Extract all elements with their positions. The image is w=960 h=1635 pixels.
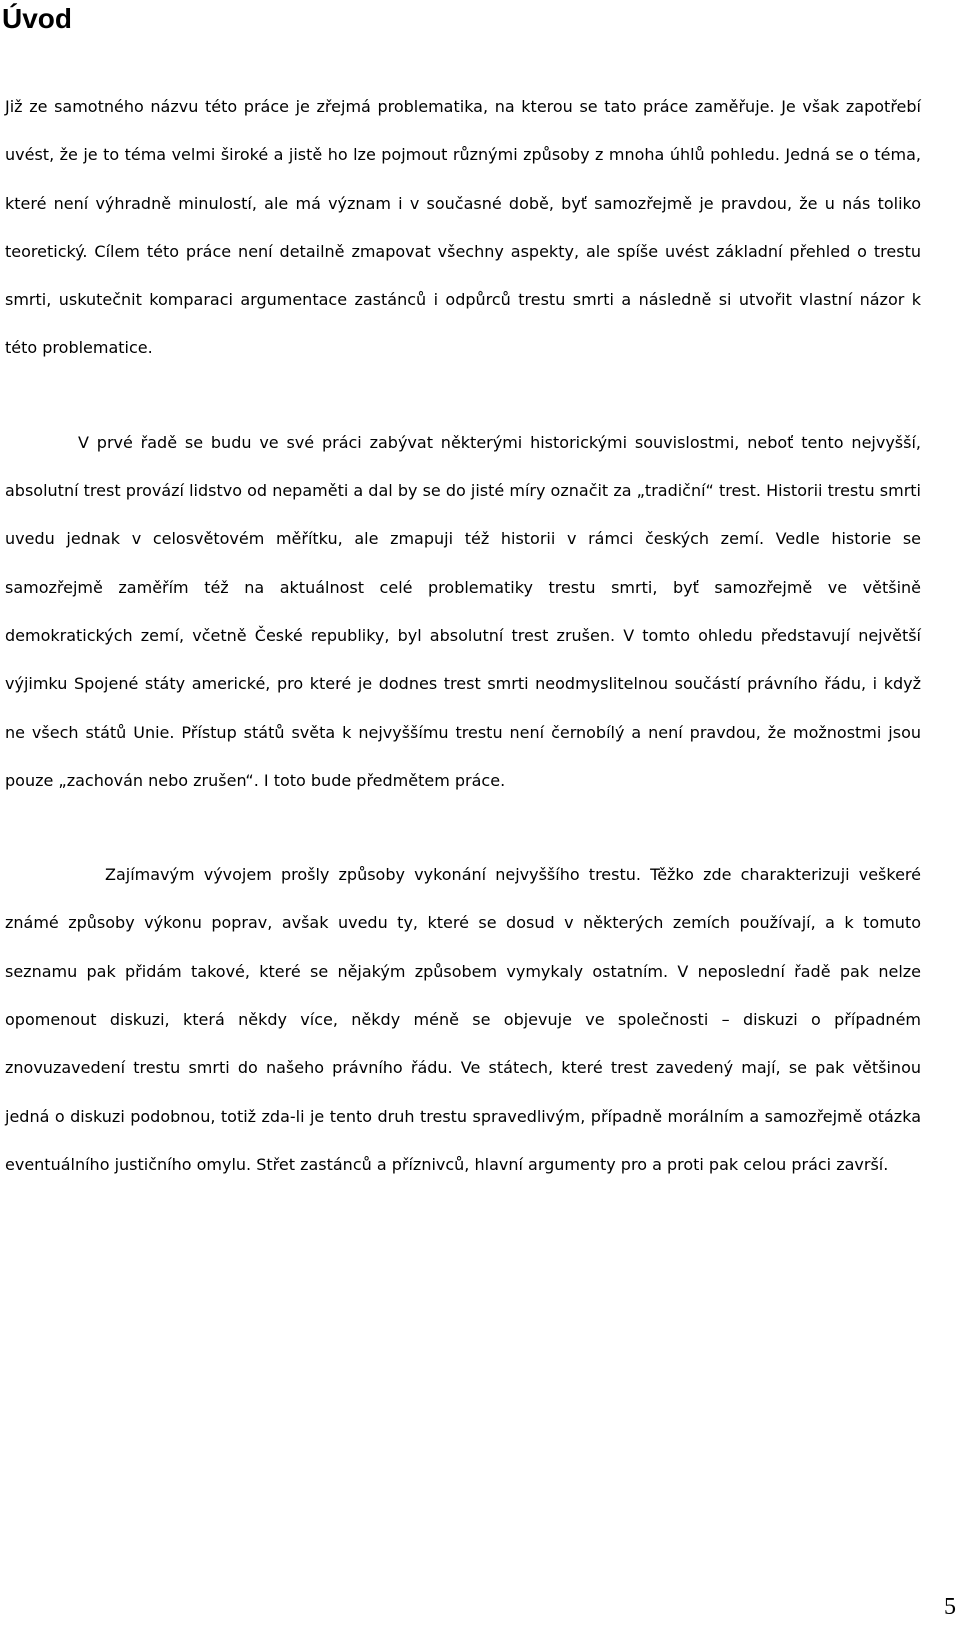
paragraph-1: Již ze samotného názvu této práce je zřejmá problematika, na kterou se tato práce zaměřuje. Je však zapotřebí uvést, že je to téma velmi široké a jistě ho lze pojmout různými způsoby z mnoha úhlů pohledu. Jedná se o téma, které není výhradně minulostí, ale má význam i v současné době, byť samozřejmě je pravdou, že u nás toliko teoretický. Cílem této práce není detailně zmapovat všechny aspekty, ale spíše uvést základní přehled o trestu smrti, uskutečnit komparaci argumentace zastánců i odpůrců trestu smrti a následně si utvořit vlastní názor k této problematice.	[5, 97, 921, 358]
paragraph-2: V prvé řadě se budu ve své práci zabývat některými historickými souvislostmi, neboť tento nejvyšší, absolutní trest provází lidstvo od nepaměti a dal by se do jisté míry označit za „tradiční“ trest. Historii trestu smrti uvedu jednak v celosvětovém měřítku, ale zmapuji též historii v rámci českých zemí. Vedle historie se samozřejmě zaměřím též na aktuálnost celé problematiky trestu smrti, byť samozřejmě ve většině demokratických zemí, včetně České republiky, byl absolutní trest zrušen. V tomto ohledu představují největší výjimku Spojené státy americké, pro které je dodnes trest smrti neodmyslitelnou součástí právního řádu, i když ne všech států Unie. Přístup států světa k nejvyššímu trestu není černobílý a není pravdou, že možnostmi jsou pouze „zachován nebo zrušen“. I toto bude předmětem práce.	[5, 432, 921, 790]
document-body	[5, 83, 921, 1189]
paragraph-3: Zajímavým vývojem prošly způsoby vykonání nejvyššího trestu. Těžko zde charakterizuji veškeré známé způsoby výkonu poprav, avšak uvedu ty, které se dosud v některých zemích používají, a k tomuto seznamu pak přidám takové, které se nějakým způsobem vymykaly ostatním. V neposlední řadě pak nelze opomenout diskuzi, která někdy více, někdy méně se objevuje ve společnosti – diskuzi o případném znovuzavedení trestu smrti do našeho právního řádu. Ve státech, které trest zavedený mají, se pak většinou jedná o diskuzi podobnou, totiž zda-li je tento druh trestu spravedlivým, případně morálním a samozřejmě otázka eventuálního justičního omylu. Střet zastánců a příznivců, hlavní argumenty pro a proti pak celou práci završí.	[5, 865, 921, 1174]
section-heading: Úvod	[2, 3, 72, 34]
page-number: 5	[944, 1594, 956, 1620]
